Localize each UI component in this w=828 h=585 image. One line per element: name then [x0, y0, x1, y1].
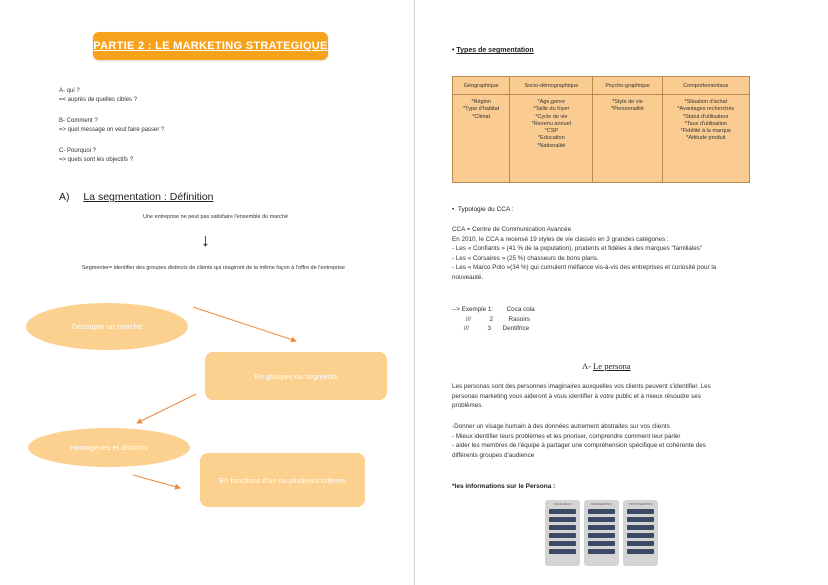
persona-line: personas marketing vous aideront à vous identifier à votre public et à mieux résoudre ses	[452, 392, 701, 400]
table-cell-item: *CSP	[544, 128, 559, 135]
persona-card-bar	[588, 533, 615, 538]
table-cell-item: *Statut d'utilisateur	[682, 113, 729, 120]
cca-line: - Les « Confiants » (41 % de la population), prudents et fidèles à des marques "familiales"	[452, 245, 703, 252]
persona-line: problèmes.	[452, 402, 484, 409]
table-row	[453, 95, 750, 183]
question-b-detail: => quel message on veut faire passer ?	[59, 127, 165, 133]
persona-heading-prefix: A-	[582, 361, 591, 371]
table-cell-comportementaux	[662, 95, 749, 183]
down-arrow-icon: ↓	[201, 230, 210, 250]
persona-benefit: - aider les membres de l'équipe à partager une compréhension spécifique et cohérente des	[452, 442, 706, 449]
cca-line: En 2010, le CCA a recensé 19 styles de vie classés en 3 grandes catégories :	[452, 235, 669, 243]
persona-benefit: -Donner un visage humain à des données autrement abstraites sur vos clients	[452, 423, 670, 430]
table-cell-item: *Situation d'achat	[684, 99, 728, 105]
example-value: Coca cola	[506, 306, 535, 313]
persona-card-bar	[549, 509, 576, 514]
question-c-label: C- Pourquoi ?	[59, 148, 97, 154]
persona-heading	[582, 361, 631, 371]
persona-card-title: DEMOGRAPHICS	[591, 503, 612, 506]
cca-line: - Les « Marco Polo »(34 %) qui cumulent méfiance vis-à-vis des entreprises et curiosité pour la	[452, 264, 717, 271]
table-cell-item: *Revenu annuel	[531, 120, 571, 127]
persona-benefit: différents groupes d'audience	[452, 451, 535, 459]
question-a-label: A- qui ?	[59, 88, 80, 94]
persona-card-title: PSYCHOGRAPHICS	[628, 503, 653, 506]
table-cell-item: *Age,genre	[537, 99, 566, 105]
question-b-label: B- Comment ?	[59, 118, 98, 124]
example-number: 2	[489, 315, 494, 323]
persona-card-bar	[588, 549, 615, 554]
cca-description	[452, 225, 772, 282]
table-cell-item: *Fidélité à la marque	[680, 128, 732, 135]
table-cell-item: *Style de vie	[612, 99, 643, 105]
example-row	[452, 305, 535, 315]
persona-card-bar	[588, 517, 615, 522]
flow-step-2-label: En groupes ou segments	[254, 371, 338, 381]
persona-benefit: - Mieux identifier leurs problèmes et les prioriser, comprendre comment leur parler	[452, 432, 681, 440]
table-header: Socio-démographique	[510, 77, 593, 95]
table-header-row	[453, 77, 750, 95]
example-label: ///	[463, 325, 469, 332]
persona-card-bar	[549, 533, 576, 538]
table-cell-item: *Avantages recherchés	[677, 106, 735, 113]
persona-card-bar	[588, 509, 615, 514]
persona-card-bar	[549, 517, 576, 522]
table-cell-item: *Climat	[472, 113, 491, 120]
table-cell-item: *Type d'habitat	[463, 106, 500, 113]
segmentation-definition: Segmenter= identifier des groupes distincts de clients qui réagiront de la même façon à l'offre de l'entreprise	[82, 265, 345, 271]
market-intro: Une entreprise ne peut pas satisfaire l'ensemble du marché	[143, 214, 289, 220]
table-cell-item: *Education	[538, 135, 565, 142]
persona-card-bar	[627, 525, 654, 530]
arrow-step3-to-step4	[133, 475, 180, 488]
flow-step-1-label: Découper un marché	[71, 322, 143, 331]
cca-line: nouveauté.	[452, 273, 484, 281]
table-header: Géographique	[453, 77, 510, 95]
page-divider	[414, 0, 415, 585]
table-cell-item: *Taille du foyer	[533, 106, 570, 113]
examples-list	[452, 305, 535, 334]
cca-line: - Les « Corsaires » (25 %) chasseurs de bons plans.	[452, 254, 599, 262]
persona-card-bar	[549, 549, 576, 554]
flow-step-3-label: Homogènes et distincts	[70, 443, 148, 452]
example-row	[452, 315, 535, 325]
flow-step-4-label: En fonctions d'un ou plusieurs critères	[219, 475, 346, 485]
table-cell-item: *Taux d'utilisation	[684, 120, 727, 127]
section-a-letter: A)	[59, 191, 70, 203]
question-c-detail: => quels sont les objectifs ?	[59, 157, 134, 163]
persona-card-social	[545, 500, 580, 566]
persona-heading-title: Le persona	[593, 361, 631, 371]
persona-card-bar	[627, 549, 654, 554]
example-label: ///	[465, 315, 471, 323]
persona-card-bar	[549, 525, 576, 530]
persona-card-bar	[627, 509, 654, 514]
persona-info-heading: *les informations sur le Persona :	[452, 483, 556, 490]
persona-benefits	[452, 422, 772, 460]
arrow-step2-to-step3	[137, 394, 196, 423]
table-header: Comportementaux	[662, 77, 749, 95]
persona-card-title: SOCIAL MEDIA	[553, 503, 572, 506]
table-cell-item: *Personnalité	[611, 106, 644, 113]
cca-heading-text: Typologie du CCA :	[457, 206, 514, 213]
persona-card-bar	[627, 517, 654, 522]
persona-card-bar	[588, 541, 615, 546]
cca-line: CCA = Centre de Communication Avancée	[452, 226, 572, 233]
page-title: PARTIE 2 : LE MARKETING STRATEGIQUE	[93, 32, 328, 60]
persona-card-bar	[627, 541, 654, 546]
persona-description	[452, 382, 772, 411]
table-cell-geographique	[453, 95, 510, 183]
example-number: 3	[487, 325, 492, 332]
example-row	[452, 324, 535, 334]
types-heading-text: Types de segmentation	[456, 47, 534, 54]
table-cell-socio	[510, 95, 593, 183]
arrow-step1-to-step2	[193, 307, 296, 341]
segmentation-table	[452, 76, 750, 183]
table-header: Psycho-graphique	[593, 77, 662, 95]
persona-card-bar	[627, 533, 654, 538]
table-cell-item: *Nationalité	[537, 142, 566, 149]
table-cell-item: *Région	[471, 99, 491, 105]
persona-card-demographics	[584, 500, 619, 566]
table-cell-item: *Attitude produit	[686, 135, 726, 142]
types-segmentation-heading: • Types de segmentation	[452, 47, 534, 54]
cca-heading: • Typologie du CCA :	[452, 206, 514, 213]
persona-card-psychographics	[623, 500, 658, 566]
example-value: Rasoirs	[508, 315, 530, 323]
section-a-title: La segmentation : Définition	[83, 191, 214, 203]
example-label: --> Exemple 1:	[452, 306, 494, 313]
persona-card-bar	[549, 541, 576, 546]
example-value: Dentifrice	[502, 325, 530, 332]
persona-card-bar	[588, 525, 615, 530]
table-cell-item: *Cycle de vie	[535, 113, 568, 120]
persona-line: Les personas sont des personnes imaginaires auxquelles vos clients peuvent s'identifier. Les	[452, 383, 711, 390]
table-cell-psycho	[593, 95, 662, 183]
question-a-detail: =< auprès de quelles cibles ?	[59, 97, 138, 103]
